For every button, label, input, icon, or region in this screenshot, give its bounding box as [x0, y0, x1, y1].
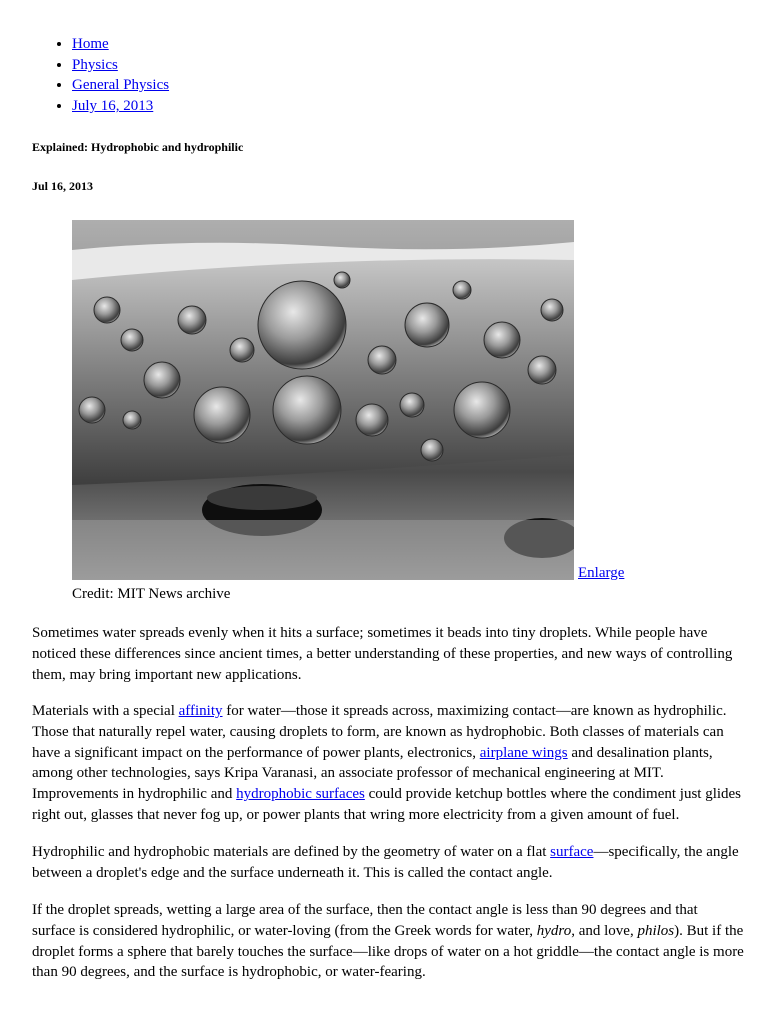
- breadcrumb-link-physics[interactable]: Physics: [72, 56, 118, 73]
- paragraph-text: Hydrophilic and hydrophobic materials are defined by the geometry of water on a flat: [32, 844, 551, 860]
- breadcrumb-item-home: [72, 34, 169, 55]
- article-paragraph-4: [32, 900, 744, 983]
- article-paragraph-3: [32, 842, 744, 884]
- article-paragraph-2: [32, 701, 744, 826]
- breadcrumb-link-date[interactable]: July 16, 2013: [72, 98, 154, 115]
- breadcrumb-item-physics: [72, 55, 169, 76]
- surface-link[interactable]: surface: [550, 844, 594, 860]
- article-photo: [72, 220, 574, 580]
- paragraph-text: , and love,: [571, 922, 638, 939]
- breadcrumb-item-date: [72, 96, 169, 117]
- enlarge-image-link[interactable]: Enlarge: [578, 565, 625, 581]
- affinity-link[interactable]: affinity: [178, 703, 223, 719]
- breadcrumb-link-general-physics[interactable]: General Physics: [72, 77, 170, 94]
- emphasis-philos: philos: [637, 922, 675, 939]
- paragraph-text: and desalination plants, among other technologies, says Kripa Varanasi, an associate professor of mechanical engineering at MIT. Improvements in hydrophilic and: [32, 744, 713, 803]
- paragraph-text: ). But if the droplet forms a sphere that barely touches the surface—like drops of water on a hot griddle—the contact angle is more than 90 degrees, and the surface is hydrophobic, or water-fearing.: [32, 922, 744, 981]
- breadcrumb: [32, 34, 169, 117]
- image-credit: Credit: MIT News archive: [72, 586, 231, 602]
- paragraph-text: could provide ketchup bottles where the condiment just glides right out, glasses that never fog up, or power plants that wring more electricity from a given amount of fuel.: [32, 786, 742, 823]
- airplane-wings-link[interactable]: airplane wings: [479, 744, 568, 761]
- breadcrumb-item-general-physics: [72, 75, 169, 96]
- hydrophobic-surfaces-link[interactable]: hydrophobic surfaces: [236, 786, 365, 803]
- paragraph-text: Materials with a special: [32, 703, 179, 719]
- article-paragraph-1: Sometimes water spreads evenly when it hits a surface; sometimes it beads into tiny droplets. While people have noticed these differences since ancient times, a better understanding of these properties, and new ways of controlling them, may bring important new applications.: [32, 625, 733, 683]
- breadcrumb-link-home[interactable]: Home: [72, 36, 109, 52]
- page-title: Explained: Hydrophobic and hydrophilic: [32, 140, 244, 154]
- water-droplets-image: [72, 220, 574, 580]
- paragraph-text: for water—those it spreads across, maximizing contact—are known as hydrophilic. Those that naturally repel water, causing droplets to form, are known as hydrophobic. Both classes of materials can have a significant impact on the performance of power plants, electronics,: [32, 703, 727, 761]
- paragraph-text: If the droplet spreads, wetting a large area of the surface, then the contact angle is less than 90 degrees and that surface is considered hydrophilic, or water-loving (from the Greek words for water,: [32, 902, 698, 939]
- article-date: Jul 16, 2013: [32, 179, 94, 193]
- emphasis-hydro: hydro: [536, 922, 572, 939]
- paragraph-text: —specifically, the angle between a droplet's edge and the surface underneath it. This is called the contact angle.: [32, 844, 739, 881]
